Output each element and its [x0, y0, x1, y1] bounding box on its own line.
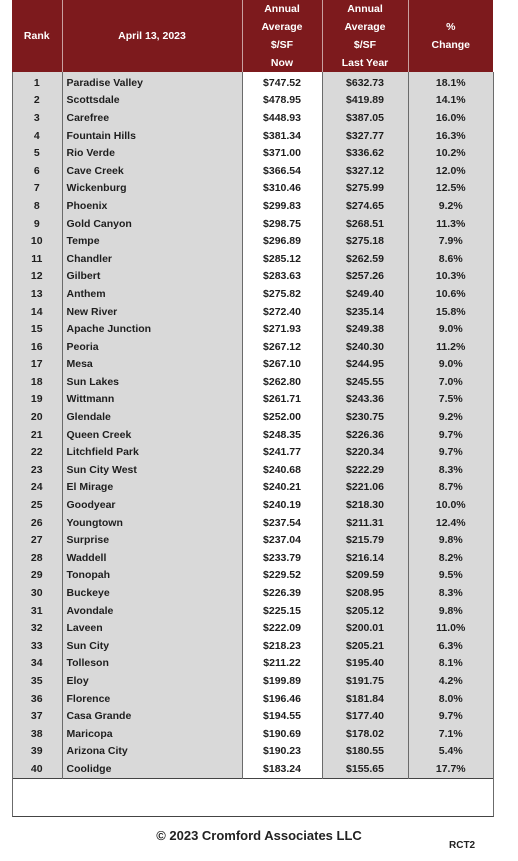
table-row	[12, 496, 493, 514]
table-row	[12, 144, 493, 162]
table-row	[12, 461, 493, 479]
table-row	[12, 127, 493, 145]
table-row	[12, 443, 493, 461]
table-row	[12, 232, 493, 250]
table-body	[12, 72, 493, 778]
last-year-price-cell: $257.26	[322, 268, 408, 286]
table-row	[12, 619, 493, 637]
change-cell: 16.3%	[408, 127, 493, 145]
change-cell: 4.2%	[408, 672, 493, 690]
last-year-price-cell: $387.05	[322, 109, 408, 127]
city-cell: Cave Creek	[62, 162, 242, 180]
change-cell: 9.0%	[408, 356, 493, 374]
last-year-price-cell: $327.77	[322, 127, 408, 145]
last-year-price-cell: $327.12	[322, 162, 408, 180]
city-cell: Surprise	[62, 531, 242, 549]
now-price-cell: $190.69	[242, 725, 322, 743]
change-cell: 7.1%	[408, 725, 493, 743]
rank-cell: 10	[12, 232, 62, 250]
rank-cell: 27	[12, 531, 62, 549]
header-last-line: Annual	[347, 3, 383, 15]
table-row	[12, 180, 493, 198]
last-year-price-cell: $268.51	[322, 215, 408, 233]
now-price-cell: $233.79	[242, 549, 322, 567]
rank-cell: 14	[12, 303, 62, 321]
rank-cell: 34	[12, 655, 62, 673]
city-cell: Tempe	[62, 232, 242, 250]
change-cell: 12.5%	[408, 180, 493, 198]
now-price-cell: $478.95	[242, 92, 322, 110]
rank-cell: 12	[12, 268, 62, 286]
header-now	[242, 0, 322, 72]
city-cell: Mesa	[62, 356, 242, 374]
change-cell: 9.8%	[408, 531, 493, 549]
table-row	[12, 373, 493, 391]
copyright-text: © 2023 Cromford Associates LLC	[156, 828, 362, 843]
rank-cell: 36	[12, 690, 62, 708]
now-price-cell: $241.77	[242, 443, 322, 461]
change-cell: 10.3%	[408, 268, 493, 286]
last-year-price-cell: $226.36	[322, 426, 408, 444]
header-now-line: Average	[261, 21, 303, 33]
header-change-line: %	[446, 21, 456, 33]
header-last-year	[322, 0, 408, 72]
change-cell: 7.5%	[408, 391, 493, 409]
city-cell: Apache Junction	[62, 320, 242, 338]
rank-cell: 2	[12, 92, 62, 110]
table-row	[12, 707, 493, 725]
now-price-cell: $190.23	[242, 743, 322, 761]
rank-cell: 35	[12, 672, 62, 690]
change-cell: 8.0%	[408, 690, 493, 708]
now-price-cell: $310.46	[242, 180, 322, 198]
table-row	[12, 250, 493, 268]
table-row	[12, 72, 493, 92]
last-year-price-cell: $249.40	[322, 285, 408, 303]
change-cell: 7.0%	[408, 373, 493, 391]
now-price-cell: $225.15	[242, 602, 322, 620]
now-price-cell: $194.55	[242, 707, 322, 725]
last-year-price-cell: $230.75	[322, 408, 408, 426]
rank-cell: 23	[12, 461, 62, 479]
header-now-line: Now	[270, 57, 294, 69]
rank-cell: 8	[12, 197, 62, 215]
now-price-cell: $240.68	[242, 461, 322, 479]
city-cell: Youngtown	[62, 514, 242, 532]
table-row	[12, 725, 493, 743]
rank-cell: 37	[12, 707, 62, 725]
rank-cell: 22	[12, 443, 62, 461]
last-year-price-cell: $191.75	[322, 672, 408, 690]
now-price-cell: $261.71	[242, 391, 322, 409]
rank-cell: 13	[12, 285, 62, 303]
city-cell: Florence	[62, 690, 242, 708]
table-row	[12, 637, 493, 655]
last-year-price-cell: $205.21	[322, 637, 408, 655]
table-row	[12, 514, 493, 532]
table-row	[12, 109, 493, 127]
header-last-line: Last Year	[341, 57, 389, 69]
rank-cell: 33	[12, 637, 62, 655]
change-cell: 9.7%	[408, 443, 493, 461]
now-price-cell: $240.19	[242, 496, 322, 514]
change-cell: 9.2%	[408, 408, 493, 426]
change-cell: 15.8%	[408, 303, 493, 321]
rank-cell: 3	[12, 109, 62, 127]
now-price-cell: $299.83	[242, 197, 322, 215]
table-row	[12, 479, 493, 497]
last-year-price-cell: $274.65	[322, 197, 408, 215]
change-cell: 9.7%	[408, 707, 493, 725]
rank-cell: 19	[12, 391, 62, 409]
now-price-cell: $199.89	[242, 672, 322, 690]
change-cell: 6.3%	[408, 637, 493, 655]
city-cell: Queen Creek	[62, 426, 242, 444]
last-year-price-cell: $336.62	[322, 144, 408, 162]
now-price-cell: $211.22	[242, 655, 322, 673]
rank-cell: 32	[12, 619, 62, 637]
report-code: RCT2	[449, 840, 476, 851]
rank-cell: 11	[12, 250, 62, 268]
last-year-price-cell: $240.30	[322, 338, 408, 356]
rank-cell: 4	[12, 127, 62, 145]
rank-cell: 28	[12, 549, 62, 567]
now-price-cell: $237.54	[242, 514, 322, 532]
last-year-price-cell: $200.01	[322, 619, 408, 637]
now-price-cell: $229.52	[242, 567, 322, 585]
header-change-line: Change	[431, 39, 470, 51]
change-cell: 9.0%	[408, 320, 493, 338]
now-price-cell: $272.40	[242, 303, 322, 321]
last-year-price-cell: $215.79	[322, 531, 408, 549]
city-cell: Maricopa	[62, 725, 242, 743]
rank-cell: 17	[12, 356, 62, 374]
last-year-price-cell: $178.02	[322, 725, 408, 743]
change-cell: 9.7%	[408, 426, 493, 444]
now-price-cell: $271.93	[242, 320, 322, 338]
city-cell: Avondale	[62, 602, 242, 620]
last-year-price-cell: $209.59	[322, 567, 408, 585]
city-cell: Coolidge	[62, 760, 242, 778]
change-cell: 8.7%	[408, 479, 493, 497]
table-row	[12, 268, 493, 286]
change-cell: 10.6%	[408, 285, 493, 303]
city-cell: Arizona City	[62, 743, 242, 761]
last-year-price-cell: $245.55	[322, 373, 408, 391]
rank-cell: 16	[12, 338, 62, 356]
change-cell: 8.1%	[408, 655, 493, 673]
rank-cell: 24	[12, 479, 62, 497]
rank-cell: 26	[12, 514, 62, 532]
city-cell: Peoria	[62, 338, 242, 356]
table-row	[12, 285, 493, 303]
change-cell: 8.2%	[408, 549, 493, 567]
header-date: April 13, 2023	[62, 0, 242, 72]
city-cell: Sun Lakes	[62, 373, 242, 391]
now-price-cell: $366.54	[242, 162, 322, 180]
now-price-cell: $296.89	[242, 232, 322, 250]
last-year-price-cell: $275.18	[322, 232, 408, 250]
rank-cell: 39	[12, 743, 62, 761]
last-year-price-cell: $205.12	[322, 602, 408, 620]
header-now-line: Annual	[264, 3, 300, 15]
table-row	[12, 655, 493, 673]
city-cell: Glendale	[62, 408, 242, 426]
last-year-price-cell: $222.29	[322, 461, 408, 479]
table-row	[12, 356, 493, 374]
last-year-price-cell: $220.34	[322, 443, 408, 461]
table-row	[12, 602, 493, 620]
table-row	[12, 743, 493, 761]
city-cell: Chandler	[62, 250, 242, 268]
city-cell: Gold Canyon	[62, 215, 242, 233]
rank-cell: 6	[12, 162, 62, 180]
table-row	[12, 549, 493, 567]
now-price-cell: $283.63	[242, 268, 322, 286]
rank-cell: 1	[12, 72, 62, 92]
change-cell: 18.1%	[408, 72, 493, 92]
rank-cell: 9	[12, 215, 62, 233]
change-cell: 14.1%	[408, 92, 493, 110]
city-cell: Gilbert	[62, 268, 242, 286]
change-cell: 12.0%	[408, 162, 493, 180]
table-row	[12, 690, 493, 708]
rank-cell: 15	[12, 320, 62, 338]
now-price-cell: $218.23	[242, 637, 322, 655]
now-price-cell: $267.10	[242, 356, 322, 374]
city-cell: Goodyear	[62, 496, 242, 514]
last-year-price-cell: $218.30	[322, 496, 408, 514]
table-row	[12, 197, 493, 215]
header-change	[408, 0, 493, 72]
change-cell: 5.4%	[408, 743, 493, 761]
now-price-cell: $240.21	[242, 479, 322, 497]
city-cell: Buckeye	[62, 584, 242, 602]
header-last-line: $/SF	[353, 39, 377, 51]
last-year-price-cell: $211.31	[322, 514, 408, 532]
now-price-cell: $252.00	[242, 408, 322, 426]
city-cell: Tonopah	[62, 567, 242, 585]
header-last-line: Average	[344, 21, 386, 33]
city-cell: Paradise Valley	[62, 72, 242, 92]
city-cell: Phoenix	[62, 197, 242, 215]
last-year-price-cell: $249.38	[322, 320, 408, 338]
now-price-cell: $222.09	[242, 619, 322, 637]
city-cell: Anthem	[62, 285, 242, 303]
last-year-price-cell: $632.73	[322, 72, 408, 92]
city-cell: Wittmann	[62, 391, 242, 409]
now-price-cell: $298.75	[242, 215, 322, 233]
rank-cell: 25	[12, 496, 62, 514]
last-year-price-cell: $155.65	[322, 760, 408, 778]
rank-cell: 21	[12, 426, 62, 444]
now-price-cell: $237.04	[242, 531, 322, 549]
table-row	[12, 92, 493, 110]
last-year-price-cell: $177.40	[322, 707, 408, 725]
table-row	[12, 391, 493, 409]
last-year-price-cell: $244.95	[322, 356, 408, 374]
table-row	[12, 303, 493, 321]
city-cell: Casa Grande	[62, 707, 242, 725]
change-cell: 11.0%	[408, 619, 493, 637]
city-cell: Fountain Hills	[62, 127, 242, 145]
city-cell: New River	[62, 303, 242, 321]
table-row	[12, 338, 493, 356]
header-rank: Rank	[12, 0, 62, 72]
header-now-line: $/SF	[270, 39, 294, 51]
city-cell: Tolleson	[62, 655, 242, 673]
last-year-price-cell: $208.95	[322, 584, 408, 602]
now-price-cell: $267.12	[242, 338, 322, 356]
change-cell: 10.2%	[408, 144, 493, 162]
rank-cell: 20	[12, 408, 62, 426]
table-row	[12, 426, 493, 444]
now-price-cell: $448.93	[242, 109, 322, 127]
change-cell: 9.8%	[408, 602, 493, 620]
city-cell: El Mirage	[62, 479, 242, 497]
now-price-cell: $248.35	[242, 426, 322, 444]
change-cell: 7.9%	[408, 232, 493, 250]
table-header	[12, 0, 493, 72]
last-year-price-cell: $275.99	[322, 180, 408, 198]
change-cell: 8.3%	[408, 584, 493, 602]
table-row	[12, 408, 493, 426]
last-year-price-cell: $181.84	[322, 690, 408, 708]
last-year-price-cell: $195.40	[322, 655, 408, 673]
now-price-cell: $226.39	[242, 584, 322, 602]
city-cell: Rio Verde	[62, 144, 242, 162]
change-cell: 17.7%	[408, 760, 493, 778]
table-row	[12, 531, 493, 549]
now-price-cell: $371.00	[242, 144, 322, 162]
now-price-cell: $183.24	[242, 760, 322, 778]
rank-cell: 5	[12, 144, 62, 162]
city-cell: Carefree	[62, 109, 242, 127]
rank-cell: 30	[12, 584, 62, 602]
city-cell: Waddell	[62, 549, 242, 567]
city-cell: Sun City	[62, 637, 242, 655]
table-row	[12, 567, 493, 585]
city-cell: Eloy	[62, 672, 242, 690]
rank-cell: 18	[12, 373, 62, 391]
rank-cell: 29	[12, 567, 62, 585]
change-cell: 16.0%	[408, 109, 493, 127]
last-year-price-cell: $180.55	[322, 743, 408, 761]
table-row	[12, 162, 493, 180]
table-row	[12, 320, 493, 338]
rank-cell: 40	[12, 760, 62, 778]
now-price-cell: $747.52	[242, 72, 322, 92]
city-cell: Sun City West	[62, 461, 242, 479]
table-row	[12, 672, 493, 690]
change-cell: 10.0%	[408, 496, 493, 514]
change-cell: 9.5%	[408, 567, 493, 585]
now-price-cell: $285.12	[242, 250, 322, 268]
city-cell: Laveen	[62, 619, 242, 637]
change-cell: 11.2%	[408, 338, 493, 356]
now-price-cell: $381.34	[242, 127, 322, 145]
ranking-table	[12, 0, 493, 779]
last-year-price-cell: $262.59	[322, 250, 408, 268]
last-year-price-cell: $216.14	[322, 549, 408, 567]
table-row	[12, 584, 493, 602]
city-cell: Litchfield Park	[62, 443, 242, 461]
table-row	[12, 215, 493, 233]
city-cell: Scottsdale	[62, 92, 242, 110]
change-cell: 8.6%	[408, 250, 493, 268]
rank-cell: 7	[12, 180, 62, 198]
rank-cell: 31	[12, 602, 62, 620]
last-year-price-cell: $221.06	[322, 479, 408, 497]
city-cell: Wickenburg	[62, 180, 242, 198]
now-price-cell: $196.46	[242, 690, 322, 708]
change-cell: 11.3%	[408, 215, 493, 233]
table-row	[12, 760, 493, 778]
rank-cell: 38	[12, 725, 62, 743]
last-year-price-cell: $235.14	[322, 303, 408, 321]
last-year-price-cell: $419.89	[322, 92, 408, 110]
change-cell: 8.3%	[408, 461, 493, 479]
last-year-price-cell: $243.36	[322, 391, 408, 409]
change-cell: 9.2%	[408, 197, 493, 215]
now-price-cell: $262.80	[242, 373, 322, 391]
now-price-cell: $275.82	[242, 285, 322, 303]
change-cell: 12.4%	[408, 514, 493, 532]
